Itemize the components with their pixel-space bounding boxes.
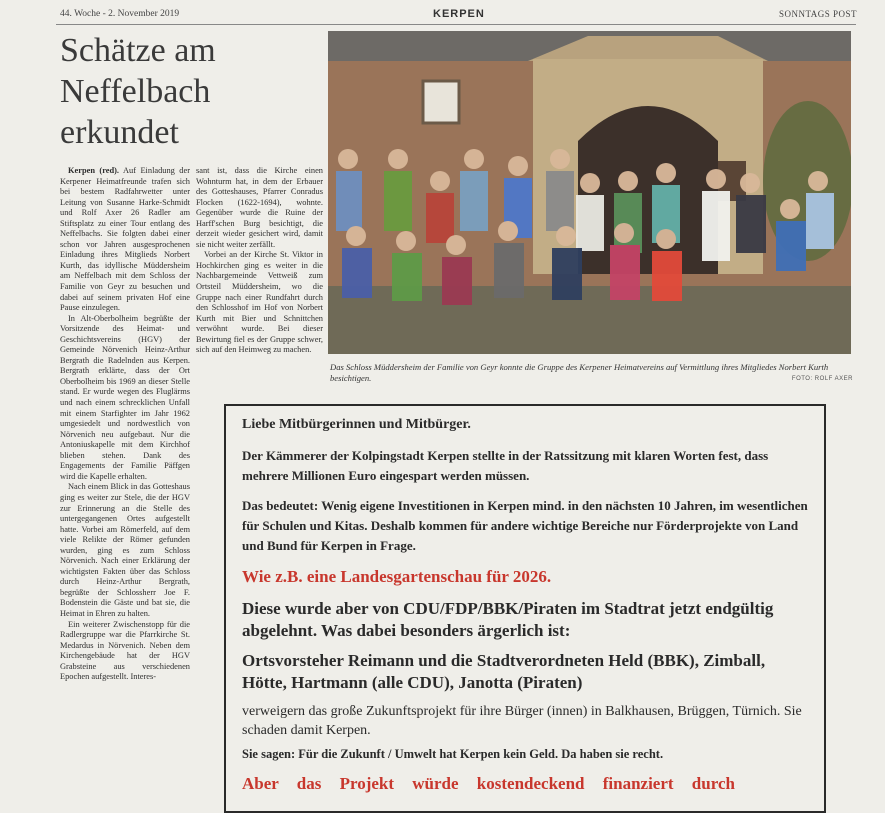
article-column-2 xyxy=(196,166,323,356)
paragraph: In Alt-Oberbolheim begrüßte der Vorsitzende des Heimat- und Geschichtsvereins (HGV) der Gemeinde Nörvenich Heinz-Arthur Bergrath die Radelnden aus Kerpen. Bergrath erklärte, dass der Ort Oberbolheim bis 1969 an dieser Stelle stand. Er wurde wegen des Fluglärms und nach einem schrecklichen Unfall mit einem Starfighter im Jahr 1962 umgesiedelt und nordwestlich von Nörvenich neu aufgebaut. Nur die Antoniuskapelle mit dem Kirchhof blieben stehen. Dank des Engagements der Familie Päffgen wird die Kapelle erhalten. xyxy=(60,313,190,481)
ad-highlight-1: Wie z.B. eine Landesgartenschau für 2026. xyxy=(242,567,552,586)
ad-highlight-2: Aber das Projekt würde kostendeckend finanziert durch xyxy=(242,774,735,793)
paragraph: Nach einem Blick in das Gotteshaus ging es weiter zur Stele, die der HGV zur Erinnerung an die Stelle des untergegangenen Ortes aufgestellt hatte. Vorbei am Römerfeld, auf dem viele Relikte der Römer gefunden wurden, ging es zum Schloss Nörvenich. Nach einer Erklärung der wichtigsten Fakten über das Schloss durch Heinz-Arthur Bergrath, begrüßte der Schlossherr Joe F. Bodenstein die Gäste und bat sie, die Heimat in Ehren zu halten. xyxy=(60,482,190,618)
group-photo-illustration xyxy=(328,31,851,354)
section-name: KERPEN xyxy=(433,8,485,20)
ad-greeting: Liebe Mitbürgerinnen und Mitbürger. xyxy=(242,417,471,432)
ad-paragraph-6: Sie sagen: Für die Zukunft / Umwelt hat Kerpen kein Geld. Da haben sie recht. xyxy=(242,747,664,761)
paragraph-text: Auf Einladung der Kerpener Heimatfreunde trafen sich bei bestem Radfahrwetter unter Leitung von Susanne Harke-Schmidt und Rolf Axer 26 Radler am Stiftsplatz zu einer Tour entlang des Neffelbachs. Sie folgten dabei einer schon vor Jahren ausgesprochenen Einladung ihres Mitglieds Norbert Kurth, das idyllische Müddersheim am Neffelbach mit dem Schloss der Familie von Geyr zu besuchen und dabei auf seinem privaten Hof eine Pause einzulegen. xyxy=(60,166,190,313)
ad-paragraph-1: Der Kämmerer der Kolpingstadt Kerpen stellte in der Ratssitzung mit klaren Worten fest, dass mehrere Millionen Euro eingespart werden müssen. xyxy=(242,448,769,483)
issue-date: 44. Woche - 2. November 2019 xyxy=(60,9,180,19)
photo-credit: FOTO: ROLF AXER xyxy=(791,376,853,382)
ad-paragraph-2: Das bedeutet: Wenig eigene Investitionen in Kerpen mind. in den nächsten 10 Jahren, im wesentlichen für Schulen und Kitas. Deshalb kommen für andere wichtige Bereiche nur Förderprojekte von Land und Bund für Kerpen in Frage. xyxy=(242,498,808,553)
dateline: Kerpen (red). xyxy=(68,166,120,175)
political-advertisement xyxy=(224,404,826,813)
ad-paragraph-4: Ortsvorsteher Reimann und die Stadtverordneten Held (BBK), Zimball, Hötte, Hartmann (alle CDU), Janotta (Piraten) xyxy=(242,651,766,692)
paragraph: Ein weiterer Zwischenstopp für die Radlergruppe war die Pfarrkirche St. Medardus in Nörvenich. Neben dem Kirchengebäude hat der HGV Grabsteine aus verschiedenen Epochen aufgestellt. Interes- xyxy=(60,619,190,682)
paragraph: Vorbei an der Kirche St. Viktor in Hochkirchen ging es weiter in die Nachbargemeinde Vettweiß zum Ortsteil Müddersheim, wo die Gruppe nach einer Rundfahrt durch den Schlosshof im Hof von Norbert Kurth mit Bier und Schnittchen verwöhnt wurde. Bei dieser Bewirtung fiel es der Gruppe schwer, sich auf den Heimweg zu machen. xyxy=(196,250,323,355)
photo-caption: Das Schloss Müddersheim der Familie von Geyr konnte die Gruppe des Kerpener Heimatvereins auf Vermittlung ihres Mitgliedes Norbert Kurth besichtigen. xyxy=(330,362,829,383)
article-headline: Schätze am Neffelbach erkundet xyxy=(60,32,216,151)
article-photo xyxy=(328,31,851,354)
paragraph xyxy=(60,166,190,314)
page-header xyxy=(0,0,885,26)
paragraph: sant ist, dass die Kirche einen Wohnturm hat, in dem der Erbauer des Gotteshauses, Pfarrer Conradus Flocken (1622-1694), wohnte. Gegenüber wurde die Ruine der Harff'schen Burg besichtigt, die derzeit wieder gesichert wird, damit sie nicht weiter zerfällt. xyxy=(196,166,323,249)
ad-paragraph-3: Diese wurde aber von CDU/FDP/BBK/Piraten im Stadtrat jetzt endgültig abgelehnt. Was dabei besonders ärgerlich ist: xyxy=(242,599,774,640)
newspaper-name: SONNTAGS POST xyxy=(778,9,857,19)
ad-paragraph-5: verweigern das große Zukunftsprojekt für ihre Bürger (innen) in Balkhausen, Brüggen, Türnich. Sie schaden damit Kerpen. xyxy=(242,704,802,738)
header-rule xyxy=(56,24,856,25)
article-column-1 xyxy=(60,166,190,683)
